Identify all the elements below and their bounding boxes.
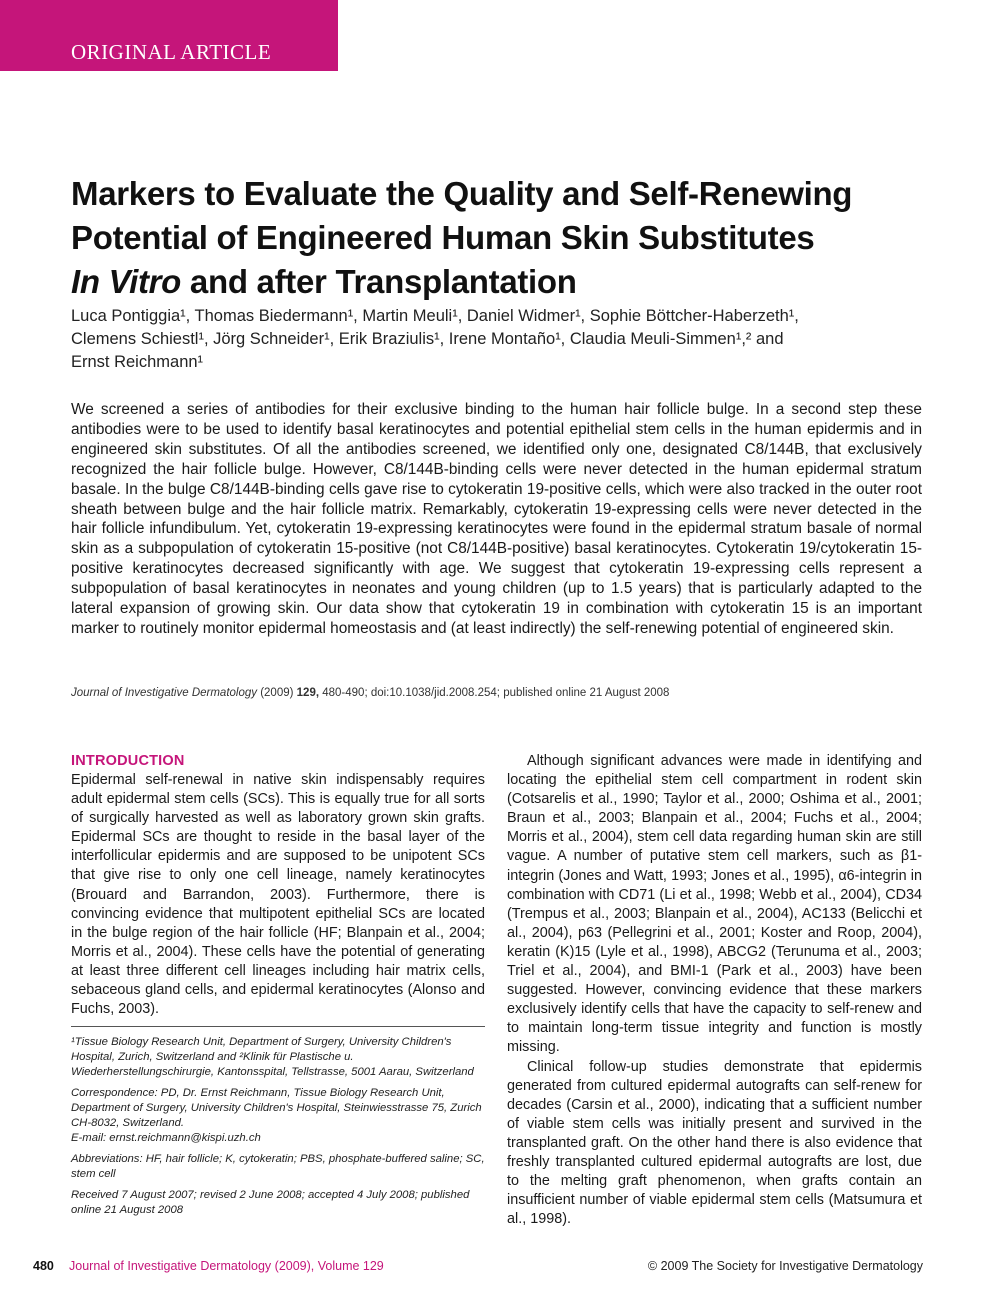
introduction-paragraph: Epidermal self-renewal in native skin indispensably requires adult epidermal stem cells (SCs). This is equally true for all sorts of surgically harvested as well as laboratory grown skin grafts. Epidermal SCs are thought to reside in the basal layer of the interfollicular epidermis and are supposed to be unipotent SCs that give rise to only one cell lineage, namely keratinocytes (Brouard and Barrandon, 2003). Furthermore, there is convincing evidence that multipotent epithelial SCs are located in the bulge region of the hair follicle (HF; Blanpain et al., 2004; Morris et al., 2004). These cells have the potential of generating at least three different cell lineages including hair matrix cells, sebaceous gland cells, and epidermal keratinocytes (Alonso and Fuchs, 2003). — [71, 772, 485, 1018]
authors-line-2: Clemens Schiestl¹, Jörg Schneider¹, Erik Braziulis¹, Irene Montaño¹, Claudia Meuli-Simmen¹,² and — [71, 330, 784, 348]
right-column — [507, 752, 922, 1229]
article-title — [71, 172, 941, 304]
author-list — [71, 305, 931, 374]
correspondence-email: E-mail: ernst.reichmann@kispi.uzh.ch — [71, 1132, 261, 1144]
right-paragraph-1: Although significant advances were made in identifying and locating the epithelial stem cell compartment in rodent skin (Cotsarelis et al., 1990; Taylor et al., 2000; Oshima et al., 2001; Braun et al., 2003; Blanpain et al., 2004; Fuchs et al., 2004; Morris et al., 2004), stem cell data regarding human skin are still vague. A number of putative stem cell markers, such as β1-integrin (Jones and Watt, 1993; Jones et al., 1995), α6-integrin in combination with CD71 (Li et al., 1998; Webb et al., 2004), CD34 (Trempus et al., 2003; Blanpain et al., 2004), AC133 (Belicchi et al., 2004), p63 (Pellegrini et al., 2001; Koster and Roop, 2004), keratin (K)15 (Lyle et al., 1998), ABCG2 (Terunuma et al., 2003; Triel et al., 2004), and BMI-1 (Park et al., 2003) have been suggested. However, convincing evidence that these markers exclusively identify cells that have the capacity to self-renew and to maintain long-term tissue integrity and function is mostly missing. — [507, 753, 922, 1056]
footer-journal: Journal of Investigative Dermatology (2009), Volume 129 — [69, 1259, 384, 1273]
footnote-divider — [71, 1026, 485, 1027]
footnote-affiliations: ¹Tissue Biology Research Unit, Department of Surgery, University Children's Hospital, Zurich, Switzerland and ²Klinik für Plastische u. Wiederherstellungschirurgie, Kantonsspital, Tellstrasse, 5001 Aarau, Switzerland — [71, 1036, 474, 1078]
authors-line-3: Ernst Reichmann¹ — [71, 353, 204, 371]
citation-journal: Journal of Investigative Dermatology — [71, 687, 258, 699]
footer-copyright: © 2009 The Society for Investigative Dermatology — [647, 1259, 923, 1273]
section-banner — [0, 0, 338, 71]
authors-line-1: Luca Pontiggia¹, Thomas Biedermann¹, Martin Meuli¹, Daniel Widmer¹, Sophie Böttcher-Haberzeth¹, — [71, 307, 799, 325]
citation-volume: 129, — [296, 687, 320, 699]
title-line-3 — [71, 260, 941, 304]
citation — [71, 687, 931, 699]
title-line-1: Markers to Evaluate the Quality and Self-Renewing — [71, 175, 853, 212]
page-number: 480 — [33, 1259, 54, 1273]
abstract: We screened a series of antibodies for their exclusive binding to the human hair follicle bulge. In a second step these antibodies were to be used to identify basal keratinocytes and potential epithelial stem cells in the human epidermis and in engineered skin substitutes. Of all the antibodies screened, we identified only one, designated C8/144B, that exclusively recognized the hair follicle bulge. However, C8/144B-binding cells were never detected in the human epidermal stratum basale. In the bulge C8/144B-binding cells gave rise to cytokeratin 19-positive cells, which were also tracked in the outer root sheath between bulge and the hair follicle matrix. Remarkably, cytokeratin 19-expressing cells were never detected in the hair follicle infundibulum. Yet, cytokeratin 19-expressing keratinocytes were found in the epidermal stratum basale of normal skin as a subpopulation of cytokeratin 15-positive (not C8/144B-positive) basal keratinocytes. Cytokeratin 19/cytokeratin 15-positive keratinocytes decreased significantly with age. We suggest that cytokeratin 19-expressing cells represent a subpopulation of basal keratinocytes in neonates and young children (up to 1.5 years) that is particularly adapted to the lateral expansion of growing skin. Our data show that cytokeratin 19 in combination with cytokeratin 15 is an important marker to routinely monitor epidermal homeostasis and (at least indirectly) the self-renewing potential of engineered skin. — [71, 401, 922, 637]
title-line-3-rest: and after Transplantation — [181, 263, 577, 300]
correspondence-text: Correspondence: PD, Dr. Ernst Reichmann, Tissue Biology Research Unit, Department of Surgery, University Children's Hospital, Steinwiesstrasse 75, Zurich CH-8032, Switzerland. — [71, 1087, 482, 1129]
footnote-correspondence — [71, 1086, 485, 1146]
title-line-2: Potential of Engineered Human Skin Substitutes — [71, 219, 815, 256]
right-paragraph-2: Clinical follow-up studies demonstrate that epidermis generated from cultured epidermal autografts can self-renew for decades (Carsin et al., 2000), indicating that a sufficient number of viable stem cells was initially present and survived in the transplanted graft. On the other hand there is also evidence that freshly transplanted cultured epidermal autografts are lost, due to the melting graft phenomenon, when grafts contain an insufficient number of viable epidermal stem cells (Matsumura et al., 1998). — [507, 1058, 922, 1228]
page-footer — [33, 1259, 923, 1279]
introduction-heading: INTRODUCTION — [71, 753, 185, 769]
citation-details: 480-490; doi:10.1038/jid.2008.254; published online 21 August 2008 — [319, 687, 670, 699]
footnotes — [71, 1035, 485, 1224]
citation-year: (2009) — [257, 687, 297, 699]
left-column — [71, 752, 485, 1019]
title-in-vitro: In Vitro — [71, 263, 182, 300]
section-label: ORIGINAL ARTICLE — [71, 40, 272, 64]
footnote-abbreviations: Abbreviations: HF, hair follicle; K, cytokeratin; PBS, phosphate-buffered saline; SC, stem cell — [71, 1153, 485, 1180]
footnote-dates: Received 7 August 2007; revised 2 June 2008; accepted 4 July 2008; published online 21 August 2008 — [71, 1189, 470, 1216]
